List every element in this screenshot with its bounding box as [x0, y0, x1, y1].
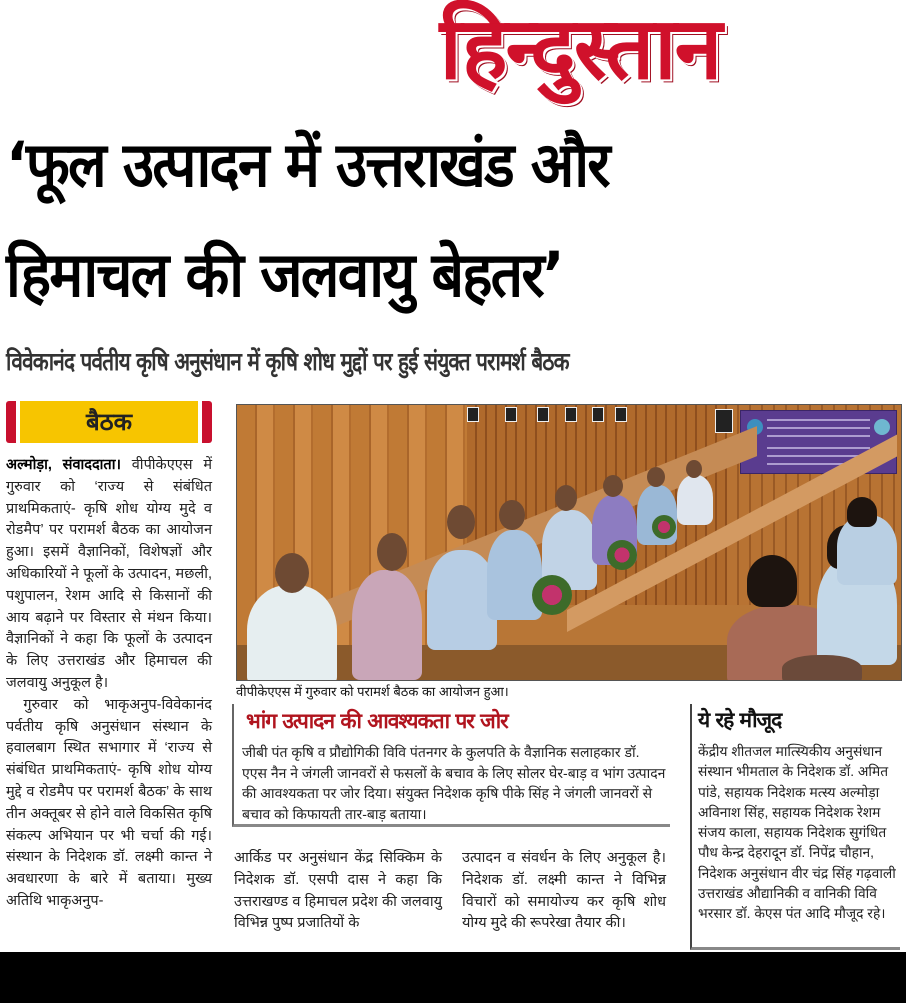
- person-head: [499, 500, 525, 530]
- banner-text-line: [767, 427, 870, 429]
- person: [352, 570, 422, 680]
- newspaper-logo: हिन्दुस्तान: [439, 0, 721, 99]
- subheadline: विवेकानंद पर्वतीय कृषि अनुसंधान में कृषि शोध मुद्दों पर हुई संयुक्त परामर्श बैठक: [6, 347, 569, 376]
- person-head: [647, 467, 665, 487]
- portrait-frame: [615, 407, 627, 422]
- sidebar-title: ये रहे मौजूद: [698, 708, 782, 732]
- sidebar-box-attendees: [690, 704, 900, 950]
- sidebar-box-bhang: [232, 704, 670, 827]
- kicker-bar-left: [6, 401, 16, 443]
- portrait-frame: [467, 407, 479, 422]
- portrait-frame: [592, 407, 604, 422]
- headline-line-1: ‘फूल उत्पादन में उत्तराखंड और: [6, 128, 609, 201]
- logo-seal-icon: [874, 419, 890, 435]
- person: [677, 475, 713, 525]
- photo-caption: वीपीकेएएस में गुरुवार को परामर्श बैठक का आयोजन हुआ।: [236, 684, 509, 699]
- flower-pot: [607, 540, 637, 570]
- person-head: [603, 475, 623, 497]
- person-head: [847, 497, 877, 527]
- banner-text-line: [767, 447, 870, 449]
- person: [247, 585, 337, 681]
- kicker-bar-right: [202, 401, 212, 443]
- person-head: [747, 555, 797, 607]
- sidebar-title: भांग उत्पादन की आवश्यकता पर जोर: [246, 709, 508, 733]
- article-column-1: [6, 455, 212, 913]
- section-kicker: [6, 401, 212, 443]
- sidebar-body: जीबी पंत कृषि व प्रौद्योगिकी विवि पंतनगर के कुलपति के वैज्ञानिक सलाहकार डॉ. एएस नैन ने जंगली जानवरों से फसलों के बचाव के लिए सोलर घेर-बाड़ व भांग उत्पादन की आवश्यकता पर जोर दिया। संयुक्त निदेशक कृषि पीके सिंह ने जंगली जानवरों से बचाव को किफायती तार-बाड़ बताया।: [242, 744, 666, 822]
- kicker-label: बैठक: [20, 401, 198, 443]
- sidebar-body: केंद्रीय शीतजल मात्स्यिकीय अनुसंधान संस्थान भीमताल के निदेशक डॉ. अमित पांडे, सहायक निदेशक मत्स्य अल्मोड़ा अविनाश सिंह, सहायक निदेशक रेशम संजय काला, सहायक निदेशक सुगंधित पौध केन्द्र देहरादून डॉ. निपेंद्र चौहान, निदेशक अनुसंधान वीर चंद्र सिंह गढ़वाली उत्तराखंड औद्यानिकी व वानिकी विवि भरसार डॉ. केएस पंत आदि मौजूद रहे।: [698, 744, 896, 922]
- person: [487, 530, 542, 620]
- person-head: [377, 533, 407, 571]
- article-column-2: आर्किड पर अनुसंधान केंद्र सिक्किम के निदेशक डॉ. एसपी दास ने कहा कि उत्तराखण्ड व हिमाचल प्रदेश की जलवायु विभिन्न पुष्प प्रजातियों के: [234, 850, 442, 932]
- person-head: [686, 460, 702, 478]
- article-paragraph-2: गुरुवार को भाकृअनुप-विवेकानंद पर्वतीय कृषि अनुसंधान संस्थान के हवालबाग स्थित सभागार में ‘राज्य से संबंधित प्राथमिकताएं- कृषि शोध योग्य मुद्दे व रोडमैप पर परामर्श बैठक’ के साथ तीन अक्तूबर से होने वाले विकसित कृषि संकल्प अभियान पर भी चर्चा की गई। संस्थान के निदेशक डॉ. लक्ष्मी कान्त ने अवधारणा के बारे में बताया। मुख्य अतिथि भाकृअनुप-: [6, 696, 212, 909]
- article-column-3: उत्पादन व संवर्धन के लिए अनुकूल है। निदेशक डॉ. लक्ष्मी कान्त ने विभिन्न विचारों को समायोज्य कर कृषि शोध योग्य मुदे की रूपरेखा तैयार की।: [462, 850, 666, 932]
- dateline: अल्मोड़ा, संवाददाता।: [6, 457, 121, 473]
- banner-text-line: [767, 435, 870, 437]
- flower-pot: [532, 575, 572, 615]
- person: [782, 655, 862, 681]
- flower-pot: [652, 515, 676, 539]
- article-paragraph-1: [6, 455, 212, 695]
- person-head: [555, 485, 577, 511]
- bottom-black-band: [0, 952, 906, 1003]
- portrait-frame: [505, 407, 517, 422]
- portrait-frame: [537, 407, 549, 422]
- banner-text-line: [767, 419, 870, 421]
- person-head: [447, 505, 475, 539]
- meeting-photo: [236, 404, 902, 681]
- portrait-frame: [715, 409, 733, 433]
- headline: [6, 110, 906, 330]
- portrait-frame: [565, 407, 577, 422]
- person-head: [275, 553, 309, 593]
- headline-line-2: हिमाचल की जलवायु बेहतर’: [6, 238, 563, 311]
- masthead: [0, 0, 906, 110]
- paragraph-1-text: वीपीकेएएस में गुरुवार को ‘राज्य से संबंधित प्राथमिकताएं- कृषि शोध योग्य मुदे व रोडमैप’ पर परामर्श बैठक का आयोजन हुआ। इसमें वैज्ञानिकों, विशेषज्ञों और अधिकारियों ने फूलों के उत्पादन, मछली, पशुपालन, रेशम आदि से किसानों की आय बढ़ाने पर विस्तार से मंथन किया। वैज्ञानिकों ने कहा कि फूलों के उत्पादन के लिए उत्तराखंड और हिमाचल की जलवायु अनुकूल है।: [6, 457, 212, 691]
